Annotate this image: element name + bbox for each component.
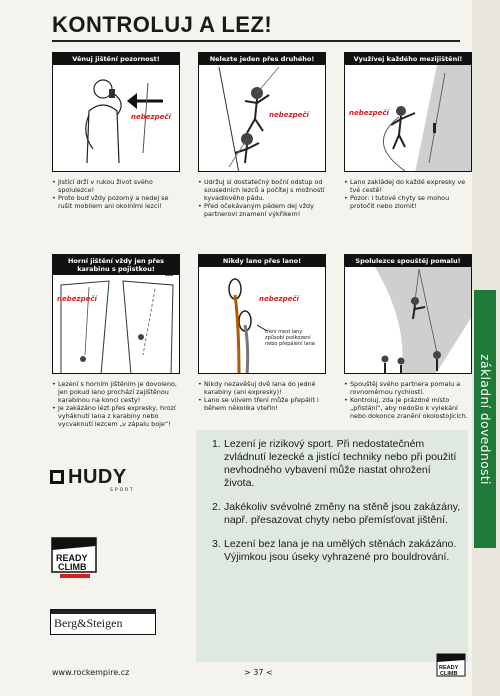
svg-text:READY: READY: [439, 665, 459, 671]
hudy-logo-text: HUDY: [68, 466, 127, 488]
panel-1-warning: nebezpečí: [131, 113, 171, 121]
friction-note: tření mezi lany způsobí poškození nebo přepálení lana: [265, 329, 315, 347]
list-item: • Jistící drží v rukou život svého spolulezce!: [52, 178, 182, 194]
rule-item: [212, 501, 462, 527]
list-item: • Proto buď vždy pozorný a nedej se rušit mobilem ani okolními lezci!: [52, 194, 182, 210]
list-item: • Nikdy nezavěšuj dvě lana do jedné karabiny (ani expresky)!: [198, 380, 328, 396]
panel-3-heading: Využívej každého mezijištění!: [345, 53, 471, 65]
svg-text:CLIMB: CLIMB: [440, 671, 458, 677]
panel-3-warning: nebezpečí: [349, 109, 389, 117]
rule-text: Lezení bez lana je na umělých stěnách zakázáno. Výjimkou jsou úseky vyhrazené pro bouldrování.: [224, 538, 457, 563]
list-item: • Lezení s horním jištěním je dovoleno, jen pokud lano prochází zajištěnou karabinou na konci cesty!: [52, 380, 182, 404]
rope-over-rope-illustration: [199, 255, 326, 374]
svg-text:CLIMB: CLIMB: [58, 562, 87, 572]
list-item: • Je zakázáno lézt přes expresky, hrozí vyháknutí lana z karabiny nebo vycvaknutí lezcem „v zápalu boje“!: [52, 404, 182, 428]
panel-5-warning: nebezpečí: [259, 295, 299, 303]
list-item: • Lano se vlivem tření může přepálit i během několika vteřin!: [198, 396, 328, 412]
ready-to-climb-logo-small: [436, 652, 466, 680]
rule-number: 1.: [212, 438, 221, 450]
panel-6-bullets: [344, 380, 474, 420]
page-title: KONTROLUJ A LEZ!: [52, 12, 273, 37]
panel-1-illustration: [52, 52, 180, 172]
list-item: • Lano zakládej do každé expresky ve tvé cestě!: [344, 178, 474, 194]
panel-4-bullets: [52, 380, 182, 428]
panel-3-bullets: [344, 178, 474, 210]
svg-text:READY: READY: [56, 553, 88, 563]
footer-url[interactable]: www.rockempire.cz: [52, 668, 130, 677]
rule-item: [212, 438, 462, 490]
list-item: • Kontroluj, zda je prázdné místo „přistání“, aby nedošlo k vylekání nebo dokonce zranění okolostojících.: [344, 396, 474, 420]
panel-3-illustration: [344, 52, 472, 172]
panel-5-heading: Nikdy lano přes lano!: [199, 255, 325, 267]
panel-2-bullets: [198, 178, 328, 218]
panel-4-warning: nebezpečí: [57, 295, 97, 303]
lowering-illustration: [345, 255, 472, 374]
list-item: • Udržuj si dostatečný boční odstup od sousedních lezců a počítej s možností kyvadlového pádu.: [198, 178, 328, 202]
berg-steigen-logo-text: Berg&Steigen: [54, 616, 123, 630]
panel-4-heading: Horní jištění vždy jen přes karabinu s pojistkou!: [53, 255, 179, 275]
rule-text: Jakékoliv svévolné změny na stěně jsou zakázány, např. přesazovat chyty nebo přemísťovat jištění.: [224, 501, 461, 526]
panel-2-warning: nebezpečí: [269, 111, 309, 119]
hudy-logo: [50, 466, 150, 494]
title-divider: [52, 40, 460, 42]
rule-number: 3.: [212, 538, 221, 550]
section-tab-label: základní dovednosti: [477, 353, 493, 485]
rule-number: 2.: [212, 501, 221, 513]
rule-text: Lezení je rizikový sport. Při nedostatečném zvládnutí lezecké a jistící techniky nebo při použití nevhodného vybavení může nastat ohrožení života.: [224, 438, 457, 489]
panel-1-bullets: [52, 178, 182, 210]
list-item: • Před očekávaným pádem dej vždy partnerovi znamení výkřikem!: [198, 202, 328, 218]
panel-4-illustration: [52, 254, 180, 374]
berg-steigen-logo: [50, 609, 156, 635]
list-item: • Spouštěj svého partnera pomalu a rovnoměrnou rychlostí.: [344, 380, 474, 396]
hudy-logo-sub: SPORT: [110, 488, 135, 493]
ready-to-climb-logo: [50, 534, 100, 580]
berg-steigen-logo-bar: [51, 610, 155, 614]
list-item: • Pozor: i tutové chyty se mohou protočit nebo zlomit!: [344, 194, 474, 210]
panel-5-bullets: [198, 380, 328, 412]
panel-2-illustration: [198, 52, 326, 172]
panel-5-illustration: [198, 254, 326, 374]
panel-6-heading: Spolulezce spouštěj pomalu!: [345, 255, 471, 267]
panel-1-heading: Věnuj jištění pozornost!: [53, 53, 179, 65]
panel-2-heading: Nelezte jeden přes druhého!: [199, 53, 325, 65]
top-rope-illustration: [53, 255, 180, 374]
rule-item: [212, 538, 462, 564]
hudy-logo-mark: [50, 470, 64, 484]
page-number: > 37 <: [244, 668, 273, 677]
panel-6-illustration: [344, 254, 472, 374]
rules-list: [212, 438, 462, 575]
section-tab-label-wrap: [474, 290, 496, 548]
